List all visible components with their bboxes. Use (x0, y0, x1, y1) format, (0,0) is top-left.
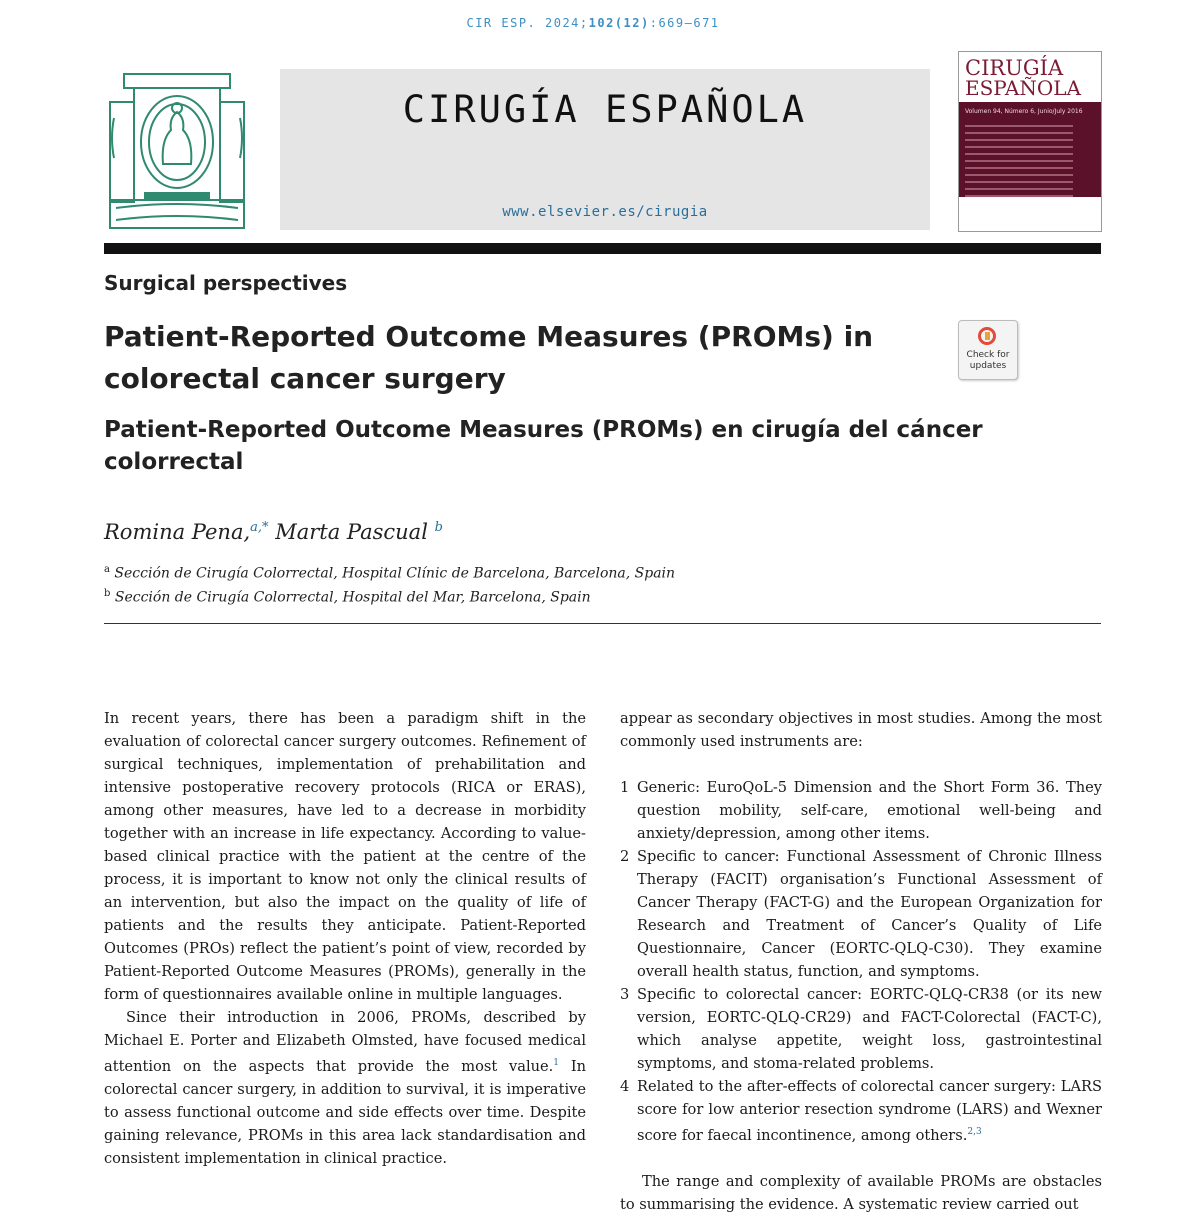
list-item (620, 845, 1102, 983)
reference-link[interactable]: 1 (553, 1058, 560, 1068)
cover-subtitle: ESPAÑOLA (965, 76, 1081, 100)
author-affiliation-link[interactable]: a,* (250, 520, 269, 535)
society-logo (104, 68, 250, 230)
list-number: 2 (620, 848, 630, 865)
list-number: 1 (620, 779, 630, 796)
author-list (104, 520, 443, 544)
list-item-text: Specific to cancer: Functional Assessment of Chronic Illness Therapy (FACIT) organisation’s Functional Assessment of Cancer Therapy (FACT-G) and the European Organization for Research and Treatment of Cancer’s Quality of Life Questionnaire, Cancer (EORTC-QLQ-C30). They examine overall health status, function, and symptoms. (637, 848, 1102, 980)
body-column-left (104, 707, 586, 1170)
reference-link[interactable]: 2,3 (967, 1127, 982, 1137)
journal-title: CIRUGÍA ESPAÑOLA (402, 88, 808, 131)
author-name: Romina Pena, (104, 520, 251, 544)
badge-text (959, 350, 1017, 372)
journal-ref-volume: 102(12) (588, 16, 650, 30)
paragraph-text: In colorectal cancer surgery, in addition to survival, it is imperative to assess functional outcome and side effects over time. Despite gaining relevance, PROMs in this area lack standardisation and consistent implementation in clinical practice. (104, 1057, 586, 1167)
list-item (620, 1075, 1102, 1147)
list-item-text: Generic: EuroQoL-5 Dimension and the Short Form 36. They question mobility, self-care, emotional well-being and anxiety/depression, among other items. (637, 779, 1102, 842)
journal-cover-thumbnail (958, 51, 1102, 232)
affiliation-mark: b (104, 588, 111, 599)
divider (104, 623, 1101, 624)
journal-url-link[interactable]: www.elsevier.es/cirugia (502, 204, 708, 220)
header-rule (104, 243, 1101, 254)
list-item-text: Related to the after-effects of colorectal cancer surgery: LARS score for low anterior resection syndrome (LARS) and Wexner score for faecal incontinence, among others. (637, 1078, 1102, 1144)
journal-ref-pages: :669–671 (649, 16, 720, 30)
cover-volume: Volumen 94, Número 6, Junio/July 2016 (965, 108, 1083, 115)
list-item (620, 776, 1102, 845)
section-label: Surgical perspectives (104, 271, 348, 295)
body-paragraph (104, 1006, 586, 1170)
paragraph-text: Since their introduction in 2006, PROMs, described by Michael E. Porter and Elizabeth Olmsted, have focused medical attention on the aspects that provide the most value. (104, 1009, 586, 1075)
journal-reference (0, 16, 1186, 30)
crossmark-icon (978, 327, 996, 345)
article-title-spanish: Patient-Reported Outcome Measures (PROMs) en cirugía del cáncer colorrectal (104, 417, 983, 475)
badge-line-1: Check for (966, 350, 1010, 360)
list-number: 3 (620, 986, 630, 1003)
cover-title: CIRUGÍA (965, 56, 1064, 80)
instrument-list (620, 776, 1102, 1147)
affiliation-text: Sección de Cirugía Colorrectal, Hospital Clínic de Barcelona, Barcelona, Spain (114, 565, 676, 582)
affiliation (104, 588, 591, 606)
journal-ref-prefix: CIR ESP. 2024; (466, 16, 589, 30)
cover-footer (959, 197, 1101, 231)
author-name: Marta Pascual (275, 520, 428, 544)
body-column-right (620, 707, 1102, 1216)
list-number: 4 (620, 1078, 630, 1095)
list-item-text: Specific to colorectal cancer: EORTC-QLQ-CR38 (or its new version, EORTC-QLQ-CR29) and FACT-Colorectal (FACT-C), which analyse appetite, weight loss, gastrointestinal symptoms, and stoma-related problems. (637, 986, 1102, 1072)
author-affiliation-link[interactable]: b (434, 520, 443, 535)
body-paragraph: The range and complexity of available PROMs are obstacles to summarising the evidence. A systematic review carried out (620, 1172, 1102, 1213)
article-title: Patient-Reported Outcome Measures (PROMs) in colorectal cancer surgery (104, 320, 874, 395)
check-for-updates-button[interactable] (958, 320, 1018, 380)
body-paragraph: appear as secondary objectives in most studies. Among the most commonly used instruments are: (620, 710, 1102, 750)
affiliation-text: Sección de Cirugía Colorrectal, Hospital del Mar, Barcelona, Spain (114, 589, 591, 606)
affiliation (104, 564, 675, 582)
affiliation-mark: a (104, 564, 110, 575)
badge-line-2: updates (969, 361, 1007, 371)
body-paragraph: In recent years, there has been a paradigm shift in the evaluation of colorectal cancer surgery outcomes. Refinement of surgical techniques, implementation of prehabilitation and intensive postoperative recovery protocols (RICA or ERAS), among other measures, have led to a decrease in morbidity together with an increase in life expectancy. According to value-based clinical practice with the patient at the centre of the process, it is important to know not only the clinical results of an intervention, but also the impact on the quality of life of patients and the results they anticipate. Patient-Reported Outcomes (PROs) reflect the patient’s point of view, recorded by Patient-Reported Outcome Measures (PROMs), generally in the form of questionnaires available online in multiple languages. (104, 710, 586, 1003)
list-item (620, 983, 1102, 1075)
